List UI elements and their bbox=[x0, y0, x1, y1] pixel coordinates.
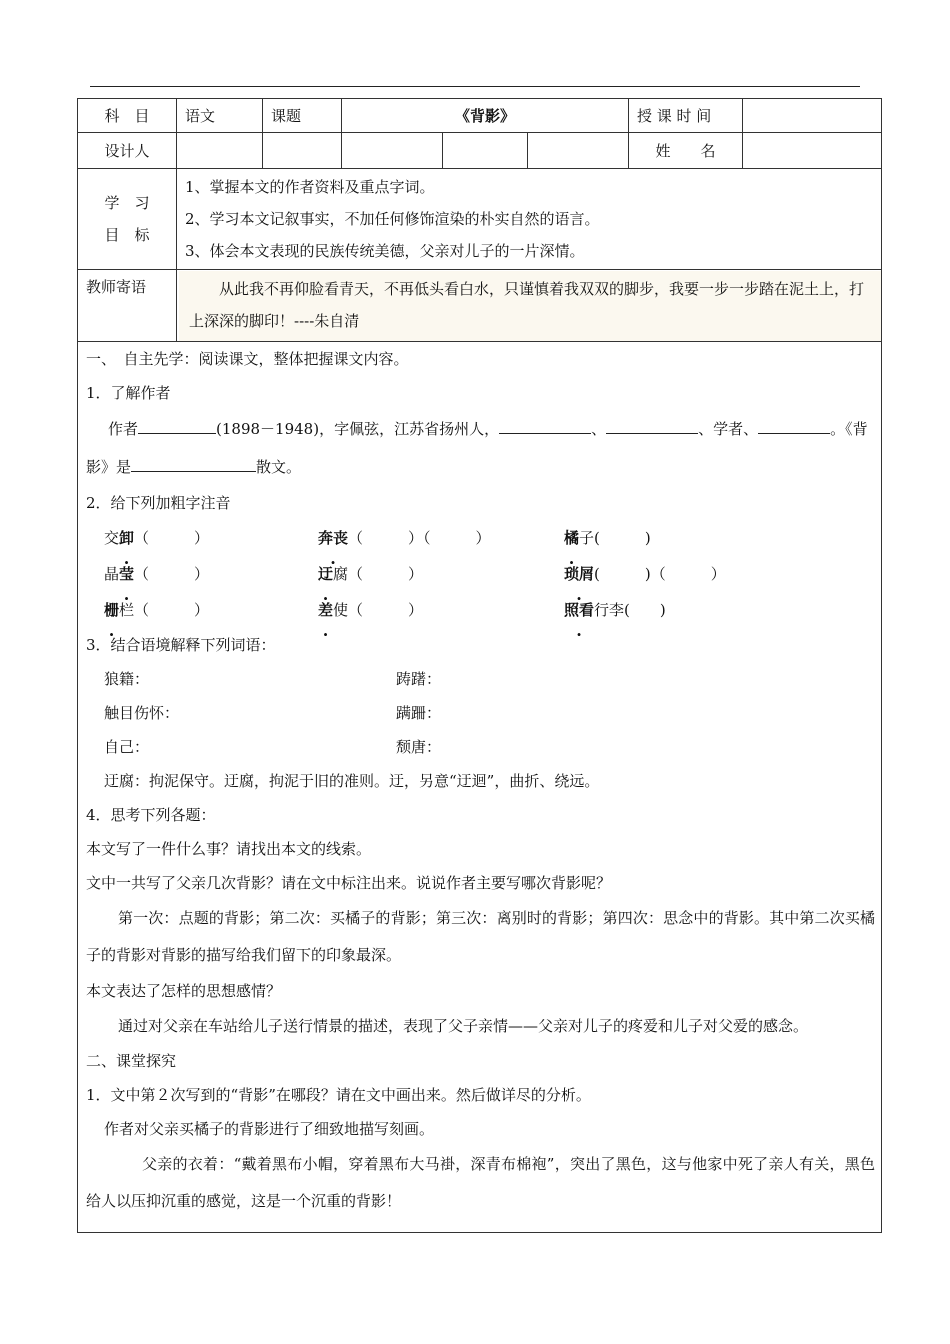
q1-text: 作者 bbox=[108, 420, 139, 438]
time-value[interactable] bbox=[743, 99, 882, 133]
q2-title: 2．给下列加粗字注音 bbox=[86, 494, 231, 512]
goal-item: 3、体会本文表现的民族传统美德，父亲对儿子的一片深情。 bbox=[185, 242, 585, 260]
designer-value-5[interactable] bbox=[528, 133, 629, 169]
vocab-grid bbox=[78, 662, 881, 764]
q4-line: 本文写了一件什么事？请找出本文的线索。 bbox=[86, 840, 372, 858]
pinyin-item: 迂腐（ ） bbox=[318, 565, 424, 583]
blank-identity-3[interactable] bbox=[758, 415, 830, 434]
pinyin-item: 奔丧（ ）（ ） bbox=[318, 529, 491, 547]
designer-value-3[interactable] bbox=[342, 133, 443, 169]
name-label: 姓 名 bbox=[629, 133, 743, 169]
blank-author-name[interactable] bbox=[138, 415, 216, 434]
topic-label: 课题 bbox=[263, 99, 342, 133]
goal-item: 1、掌握本文的作者资料及重点字词。 bbox=[185, 178, 435, 196]
q1-text: 影》是 bbox=[86, 458, 132, 476]
teacher-message: 从此我不再仰脸看青天，不再低头看白水，只谨慎着我双双的脚步，我要一步一步踏在泥土上，打上深深的脚印！----朱自清 bbox=[179, 271, 881, 341]
goals-content bbox=[177, 169, 882, 270]
subject-label: 科 目 bbox=[78, 99, 177, 133]
blank-genre[interactable] bbox=[131, 453, 256, 472]
designer-value-2[interactable] bbox=[263, 133, 342, 169]
subject-value: 语文 bbox=[177, 99, 263, 133]
blank-identity-1[interactable] bbox=[499, 415, 591, 434]
section2-para: 父亲的衣着：“戴着黑布小帽，穿着黑布大马褂，深青布棉袍”，突出了黑色，这与他家中死了亲人有关，黑色给人以压抑沉重的感觉，这是一个沉重的背影！ bbox=[86, 1155, 875, 1210]
vocab-word: 蹒跚： bbox=[396, 704, 442, 722]
content-cell bbox=[78, 342, 882, 1233]
pinyin-item: 琐屑( )（ ） bbox=[564, 565, 726, 583]
q1-text: (1898－1948)，字佩弦，江苏省扬州人， bbox=[216, 420, 500, 438]
time-label: 授 课 时 间 bbox=[629, 99, 743, 133]
lesson-plan-table bbox=[77, 98, 882, 1233]
q1-text: 、 bbox=[591, 420, 607, 438]
vocab-word: 自己： bbox=[104, 738, 150, 756]
section2-q1: 1．文中第２次写到的“背影”在哪段？请在文中画出来。然后做详尽的分析。 bbox=[86, 1086, 591, 1104]
q4-answer-1: 第一次：点题的背影；第二次：买橘子的背影；第三次：离别时的背影；第四次：思念中的背影。其中第二次买橘子的背影对背影的描写给我们留下的印象最深。 bbox=[86, 909, 875, 964]
goal-item: 2、学习本文记叙事实，不加任何修饰渲染的朴实自然的语言。 bbox=[185, 210, 600, 228]
vocab-word: 踌躇： bbox=[396, 670, 442, 688]
designer-value-1[interactable] bbox=[177, 133, 263, 169]
q1-title: 1．了解作者 bbox=[86, 384, 171, 402]
vocab-word: 触目伤怀： bbox=[104, 704, 180, 722]
pinyin-item: 交卸（ ） bbox=[104, 529, 210, 547]
q4-question-3: 本文表达了怎样的思想感情？ bbox=[86, 982, 282, 1000]
pinyin-grid bbox=[78, 520, 881, 628]
q1-text: 。《背 bbox=[830, 420, 868, 438]
blank-identity-2[interactable] bbox=[606, 415, 698, 434]
lesson-title: 《背影》 bbox=[342, 99, 629, 133]
q4-title: 4．思考下列各题： bbox=[86, 806, 216, 824]
vocab-word: 狼籍： bbox=[104, 670, 150, 688]
q4-line: 文中一共写了父亲几次背影？请在文中标注出来。说说作者主要写哪次背影呢？ bbox=[86, 874, 612, 892]
section1-heading: 一、 自主先学：阅读课文，整体把握课文内容。 bbox=[86, 350, 409, 368]
vocab-note: 迂腐：拘泥保守。迂腐，拘泥于旧的准则。迂，另意“迂迴”，曲折、绕远。 bbox=[104, 772, 600, 790]
pinyin-item: 橘子( ) bbox=[564, 529, 651, 547]
q3-title: 3．结合语境解释下列词语： bbox=[86, 636, 276, 654]
designer-value-4[interactable] bbox=[443, 133, 528, 169]
q1-genre-line bbox=[78, 448, 881, 486]
q1-text: 、学者、 bbox=[698, 420, 759, 438]
goals-label-line1: 学 习 bbox=[104, 194, 150, 212]
designer-label: 设计人 bbox=[78, 133, 177, 169]
pinyin-item: 栅栏（ ） bbox=[104, 601, 210, 619]
name-value[interactable] bbox=[743, 133, 882, 169]
q1-text: 散文。 bbox=[256, 458, 302, 476]
pinyin-item: 差使（ ） bbox=[318, 601, 424, 619]
goals-label-line2: 目 标 bbox=[104, 226, 150, 244]
vocab-word: 颓唐： bbox=[396, 738, 442, 756]
goals-label bbox=[78, 169, 177, 270]
q4-answer-2: 通过对父亲在车站给儿子送行情景的描述，表现了父子亲情——父亲对儿子的疼爱和儿子对父爱的感念。 bbox=[118, 1017, 809, 1035]
q1-author-line bbox=[78, 410, 881, 448]
header-rule bbox=[90, 86, 860, 87]
pinyin-item: 晶莹（ ） bbox=[104, 565, 210, 583]
pinyin-item: 照看行李( ) bbox=[564, 601, 666, 619]
teacher-label: 教师寄语 bbox=[78, 270, 177, 342]
section2-heading: 二、课堂探究 bbox=[86, 1052, 177, 1070]
section2-line2: 作者对父亲买橘子的背影进行了细致地描写刻画。 bbox=[104, 1120, 435, 1138]
teacher-message-cell bbox=[177, 270, 882, 342]
